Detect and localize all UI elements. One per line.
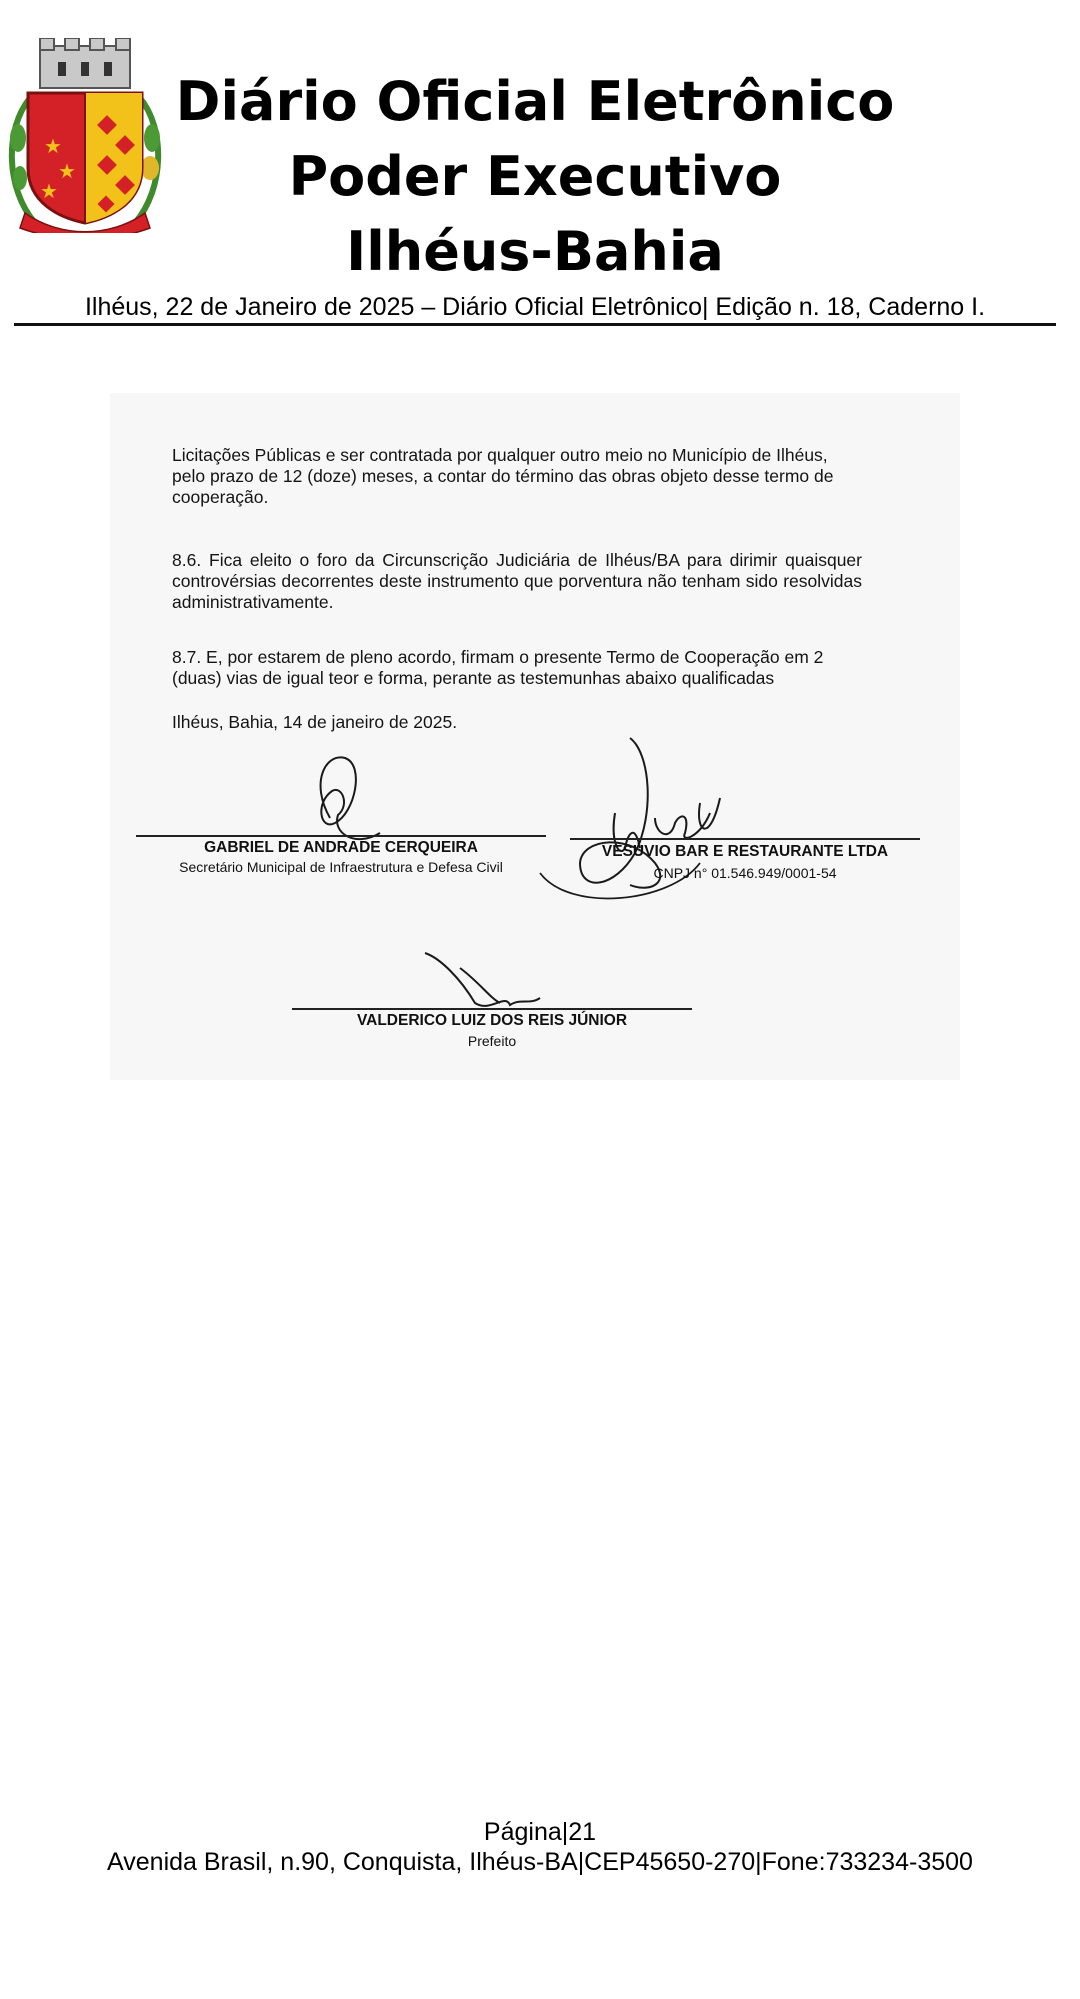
header-divider [14,323,1056,326]
signatory-3-name: VALDERICO LUIZ DOS REIS JÚNIOR [356,1012,628,1029]
footer-address: Avenida Brasil, n.90, Conquista, Ilhéus-BA|CEP45650-270|Fone:733234-3500 [107,1848,973,1876]
page-number: Página|21 [483,1818,597,1846]
signature-line-3 [292,1008,692,1010]
signatory-1-role: Secretário Municipal de Infraestrutura e Defesa Civil [179,859,503,875]
signatory-2-role: CNPJ n° 01.546.949/0001-54 [653,865,837,881]
signature-line-1 [136,835,546,837]
signature-gabriel [321,757,380,839]
svg-text:★: ★ [44,134,62,158]
signatory-2-name: VESÚVIO BAR E RESTAURANTE LTDA [601,843,889,860]
handwritten-signatures [110,393,960,1080]
continuation-paragraph: Licitações Públicas e ser contratada por qualquer outro meio no Município de Ilhéus, pelo prazo de 12 (doze) meses, a contar do término das obras objeto desse termo de cooperação. [172,445,834,507]
signature-line-2 [570,838,920,840]
title-line-3: Ilhéus-Bahia [346,220,724,283]
clause-8-7: 8.7. E, por estarem de pleno acordo, firmam o presente Termo de Cooperação em 2 (duas) vias de igual teor e forma, perante as testemunhas abaixo qualificadas [172,647,824,688]
title-line-1: Diário Oficial Eletrônico [175,70,895,133]
place-date: Ilhéus, Bahia, 14 de janeiro de 2025. [172,712,458,732]
title-line-2: Poder Executivo [288,145,782,208]
edition-info: Ilhéus, 22 de Janeiro de 2025 – Diário Oficial Eletrônico| Edição n. 18, Caderno I. [84,293,986,321]
signatory-1-name: GABRIEL DE ANDRADE CERQUEIRA [204,839,478,856]
svg-text:★: ★ [58,159,76,183]
svg-text:★: ★ [40,179,58,203]
signatory-3-role: Prefeito [467,1033,517,1049]
page-header [0,0,1080,330]
signature-valderico [425,953,540,1006]
clause-8-6: 8.6. Fica eleito o foro da Circunscrição Judiciária de Ilhéus/BA para dirimir quaisquer controvérsias decorrentes deste instrumento que porventura não tenham sido resolvidas administrativamente. [172,550,862,612]
newspaper-title [160,64,910,289]
municipal-crest-icon [0,38,170,233]
scanned-document [110,393,960,1080]
